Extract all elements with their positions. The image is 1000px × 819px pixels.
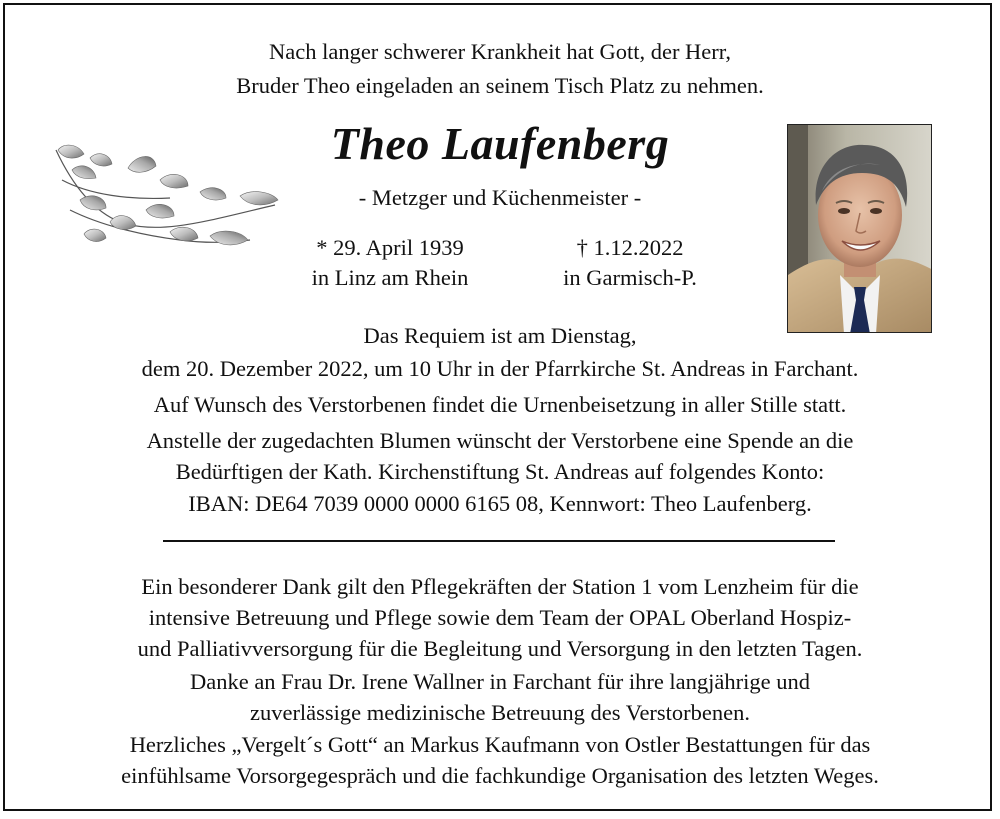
requiem-line-3: Auf Wunsch des Verstorbenen findet die Urnenbeisetzung in aller Stille statt. [153, 392, 847, 417]
donation-line-1: Anstelle der zugedachten Blumen wünscht der Verstorbene eine Spende an die [146, 428, 854, 453]
death-place: in Garmisch-P. [563, 265, 697, 290]
thanks-line-4: Danke an Frau Dr. Irene Wallner in Farchant für ihre langjährige und [189, 669, 811, 694]
deceased-name: Theo Laufenberg [330, 118, 670, 169]
deceased-profession: - Metzger und Küchenmeister - [358, 185, 642, 210]
separator-line [163, 540, 835, 542]
portrait-photo [787, 124, 932, 333]
thanks-line-7: einfühlsame Vorsorgegespräch und die fachkundige Organisation des letzten Weges. [121, 763, 879, 788]
birth-place: in Linz am Rhein [311, 265, 469, 290]
header-line-2: Bruder Theo eingeladen an seinem Tisch Platz zu nehmen. [236, 73, 764, 98]
birth-date: * 29. April 1939 [316, 235, 464, 260]
thanks-line-5: zuverlässige medizinische Betreuung des Verstorbenen. [249, 700, 751, 725]
death-info [520, 233, 740, 293]
donation-line-2: Bedürftigen der Kath. Kirchenstiftung St. Andreas auf folgendes Konto: [175, 459, 825, 484]
death-date: † 1.12.2022 [576, 235, 684, 260]
header-line-1: Nach langer schwerer Krankheit hat Gott, der Herr, [268, 39, 732, 64]
thanks-line-1: Ein besonderer Dank gilt den Pflegekräften der Station 1 vom Lenzheim für die [141, 574, 859, 599]
thanks-line-2: intensive Betreuung und Pflege sowie dem Team der OPAL Oberland Hospiz- [148, 605, 852, 630]
thanks-line-6: Herzliches „Vergelt´s Gott“ an Markus Kaufmann von Ostler Bestattungen für das [129, 732, 871, 757]
thanks-line-3: und Palliativversorgung für die Begleitung und Versorgung in den letzten Tagen. [137, 636, 863, 661]
donation-line-3: IBAN: DE64 7039 0000 0000 6165 08, Kennwort: Theo Laufenberg. [188, 491, 812, 516]
requiem-line-1: Das Requiem ist am Dienstag, [363, 323, 637, 348]
birth-info [270, 233, 510, 293]
requiem-line-2: dem 20. Dezember 2022, um 10 Uhr in der Pfarrkirche St. Andreas in Farchant. [141, 356, 859, 381]
